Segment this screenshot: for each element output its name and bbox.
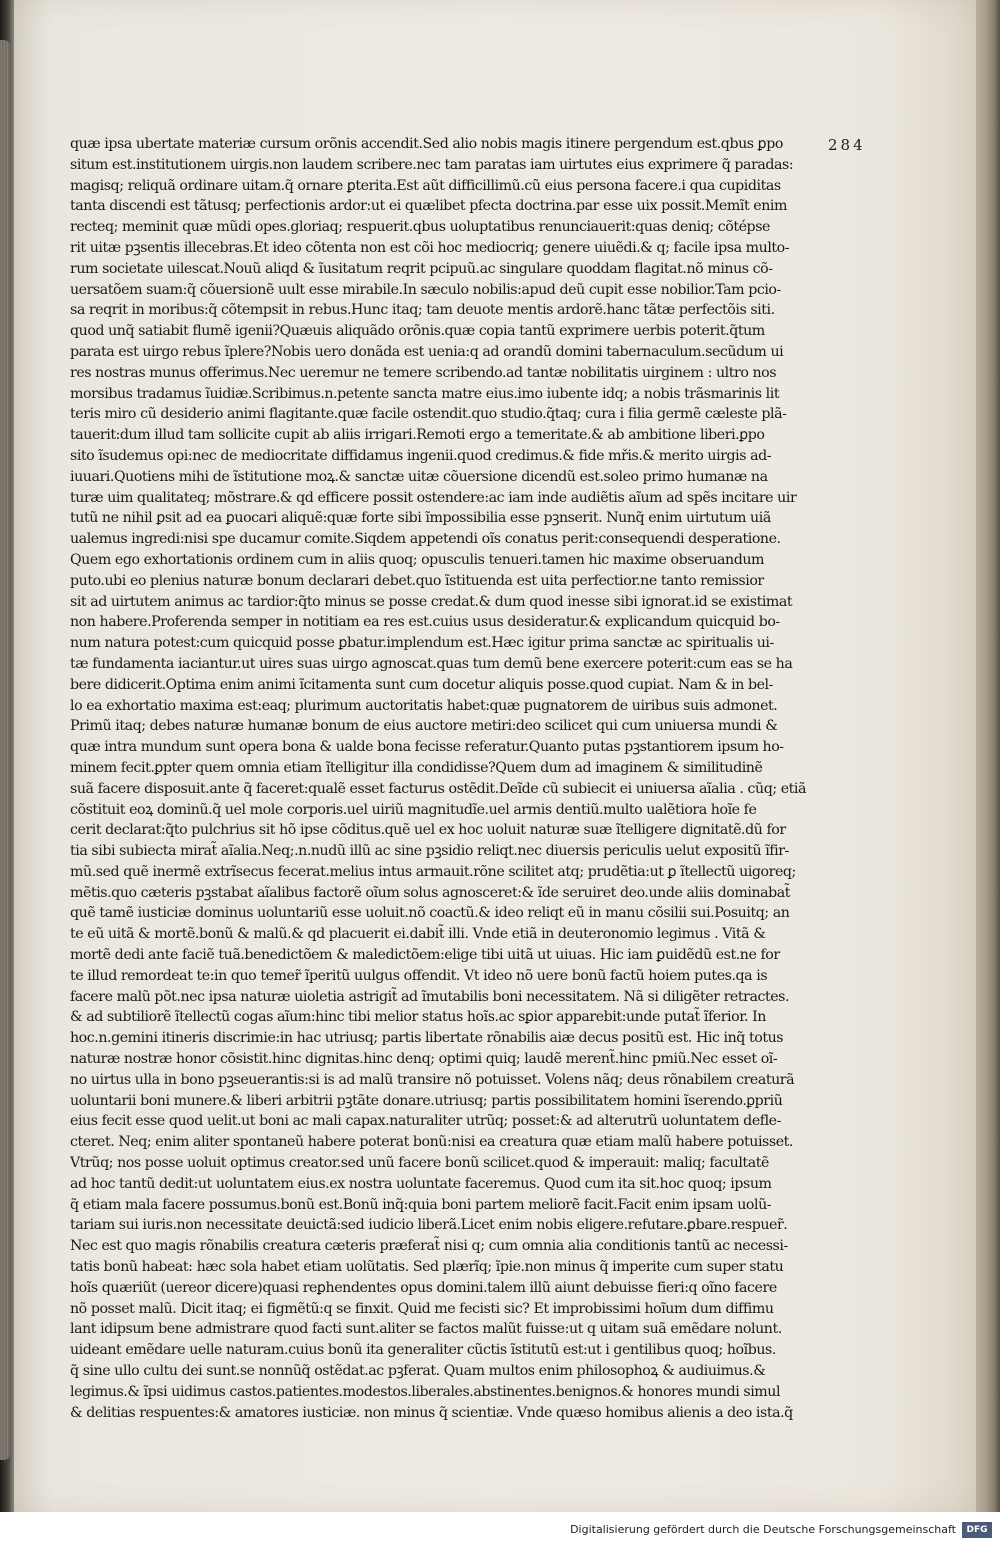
text-line: teris miro cũ desiderio animi flagitante.quæ facile ostendit.quo studio.q̃taq; cura i filia germẽ cæleste plã-: [70, 406, 787, 423]
book-page-stack-left: [0, 40, 10, 1460]
text-line: facere malũ põt.nec ipsa naturæ uioletia astrigit̃ ad ĩmutabilis boni necessitatem. Nã si diligẽter retractes.: [70, 988, 790, 1005]
text-line: uideant emẽdare uelle naturam.cuius bonũ ita generaliter cũctis ĩstitutũ est:ut i gentilibus quoq; hoĩbus.: [70, 1342, 776, 1359]
text-line: res nostras munus offerimus.Nec ueremur ne temere scribendo.ad tantæ nobilitatis uirginem : ultro nos: [70, 364, 777, 381]
text-line: & delitias respuentes:& amatores iusticiæ. non minus q̃ scientiæ. Vnde quæso homibus alienis a deo ista.q̃: [70, 1404, 793, 1421]
text-line: sit ad uirtutem animus ac tardior:q̃to minus se posse credat.& dum quod inesse sibi ignorat.id se existimat: [70, 593, 793, 610]
text-line: quæ intra mundum sunt opera bona & ualde bona fecisse referatur.Quanto putas pꝫstantiorem ipsum ho-: [70, 739, 784, 756]
text-line: minem fecit.ꝑpter quem omnia etiam ĩtelligitur illa condidisse?Quem dum ad imaginem & similitudinẽ: [70, 759, 763, 776]
funding-credit: Digitalisierung gefördert durch die Deutsche Forschungsgemeinschaft: [570, 1523, 956, 1536]
text-line: mortẽ dedi ante faciẽ tuã.benedictõem & maledictõem:elige tibi uitã ut uiuas. Hic iam ꝑuidẽdũ est.ne for: [70, 947, 780, 964]
text-line: quẽ tamẽ iusticiæ dominus uoluntariũ esse uoluit.nõ coactũ.& ideo reliqt eũ in manu cõsilii sui.Posuitq; an: [70, 905, 790, 922]
text-line: sito ĩsudemus opi:nec de mediocritate diffidamus ingenii.quod credimus.& fide mřis.& merito uirgis ad-: [70, 447, 772, 464]
text-line: ad hoc tantũ dedit:ut uoluntatem eius.ex nostra uoluntate faceremus. Quod cum ita sit.hoc quoq; ipsum: [70, 1175, 772, 1192]
text-line: magisq; reliquã ordinare uitam.q̃ ornare ꝑterita.Est aũt difficillimũ.cũ eius persona facere.i qua cupiditas: [70, 177, 781, 194]
text-line: situm est.institutionem uirgis.non laudem scribere.nec tam paratas iam uirtutes eius exprimere q̃ paradas:: [70, 156, 794, 173]
text-line: tauerit:dum illud tam sollicite cupit ab aliis irrigari.Remoti ergo a temeritate.& ab ambitione liberi.ꝑpo: [70, 427, 765, 444]
text-line: parata est uirgo rebus ĩplere?Nobis uero donãda est uenia:q ad orandũ domini tabernaculum.secũdum ui: [70, 343, 784, 360]
text-line: morsibus tradamus ĩuidiæ.Scribimus.n.petente sancta matre eius.imo iubente idq; a nobis trãsmarinis lit: [70, 385, 780, 402]
text-line: turæ uim qualitateq; mõstrare.& qd efficere possit ostendere:ac iam inde audiẽtis aĩum ad spẽs incitare uir: [70, 489, 797, 506]
text-line: uersatõem suam:q̃ cõuersionẽ uult esse mirabile.In sæculo nobilis:apud deũ cupit esse nobilior.Tam pcio-: [70, 281, 781, 298]
text-line: rit uitæ pꝫsentis illecebras.Et ideo cõtenta non est cõi hoc mediocriq; genere uiuẽdi.& q; facile ipsa multo-: [70, 239, 790, 256]
text-line: ualemus ingredi:nisi spe ducamur comite.Siqdem appetendi oĩs conatus perit:consequendi desperatione.: [70, 531, 781, 548]
text-line: Vtrũq; nos posse uoluit optimus creator.sed unũ facere bonũ scilicet.quod & imperauit: maliq; facultatẽ: [70, 1155, 769, 1172]
text-line: naturæ nostræ honor cõsistit.hinc dignitas.hinc denq; optimi quiq; laudẽ merent̃.hinc pmiũ.Nec esset oĩ-: [70, 1051, 778, 1068]
text-line: Nec est quo magis rõnabilis creatura cæteris præferat̃ nisi q; cum omnia alia conditionis tantũ ac necessi-: [70, 1238, 788, 1255]
book-page-stack-right: [976, 0, 1000, 1512]
text-line: & ad subtiliorẽ ĩtellectũ cogas aĩum:hinc tibi melior status hoĩs.ac sꝑior apparebit:unde putat̃ ĩferior. In: [70, 1009, 766, 1026]
text-block: [70, 134, 832, 1423]
text-line: no uirtus ulla in bono pꝫseuerantis:si is ad malũ transire nõ potuisset. Volens nãq; deus rõnabilem creaturã: [70, 1071, 795, 1088]
text-line: num natura potest:cum quicquid posse ꝑbatur.implendum est.Hæc igitur prima sanctæ ac spiritualis ui-: [70, 635, 774, 652]
text-line: quæ ipsa ubertate materiæ cursum orõnis accendit.Sed alio nobis magis itinere pergendum est.qbus ꝑpo: [70, 136, 783, 152]
text-line: te illud remordeat te:in quo temer̃ ĩperitũ uulgus offendit. Vt ideo nõ uere bonũ factũ hoiem putes.qa is: [70, 967, 768, 984]
text-line: te eũ uitã & mortẽ.bonũ & malũ.& qd placuerit ei.dabit̃ illi. Vnde etiã in deuteronomio legimus . Vitã &: [70, 926, 766, 943]
text-line: non habere.Proferenda semper in notitiam ea res est.cuius usus desideratur.& explicandum quicquid bo-: [70, 614, 780, 631]
text-line: Primũ itaq; debes naturæ humanæ bonum de eius auctore metiri:deo scilicet qui cum uniuersa mundi &: [70, 718, 778, 735]
text-line: mẽtis.quo cæteris pꝫstabat aĩalibus factorẽ oĩum solus agnosceret:& ĩde seruiret deo.unde aliis dominabat̃: [70, 884, 791, 901]
text-line: sa reqrit in moribus:q̃ cõtempsit in rebus.Hunc itaq; tam deuote mentis ardorẽ.hanc tãtæ perfectõis siti.: [70, 302, 775, 319]
text-line: cteret. Neq; enim aliter spontaneũ habere poterat bonũ:nisi ea creatura quæ etiam malũ habere potuisset.: [70, 1134, 793, 1151]
book-page: [14, 0, 976, 1512]
text-line: tanta discendi est tãtusq; perfectionis ardor:ut ei quælibet pfecta doctrina.par esse uix possit.Memĩt enim: [70, 198, 788, 215]
text-line: tia sibi subiecta mirat̃ aĩalia.Neq;.n.nudũ illũ ac sine pꝫsidio reliqt.nec diuersis periculis uelut expositũ ĩfir-: [70, 843, 789, 860]
text-line: puto.ubi eo plenius naturæ bonum declarari debet.quo ĩstituenda est uita perfectior.ne tanto remissior: [70, 572, 764, 589]
text-line: Quem ego exhortationis ordinem cum in aliis quoq; opusculis tenueri.tamen hic maxime obseruandum: [70, 551, 765, 568]
text-line: rum societate uilescat.Nouũ aliqd & ĩusitatum reqrit pcipuũ.ac singulare quoddam flagitat.nõ minus cõ-: [70, 260, 773, 277]
dfg-logo: DFG: [962, 1522, 992, 1538]
text-line: q̃ etiam mala facere possumus.bonũ est.Bonũ inq̃:quia boni partem meliorẽ facit.Facit enim ipsam uolũ-: [70, 1196, 772, 1213]
text-line: tæ fundamenta iaciantur.ut uires suas uirgo agnoscat.quas tum demũ bene exercere poterit:cum eas se ha: [70, 655, 793, 672]
text-line: bere didicerit.Optima enim animi ĩcitamenta sunt cum docetur aliquis posse.quod cupiat. Nam & in bel-: [70, 676, 773, 693]
text-line: hoc.n.gemini itineris discrimie:in hac utriusq; partis libertate rõnabilis aiæ decus positũ est. Hic inq̃ totus: [70, 1030, 784, 1047]
text-line: suã facere disposuit.ante q̃ faceret:qualẽ esset facturus ostẽdit.Deĩde cũ subiecit ei uniuersa aĩalia . cũq; etiã: [70, 780, 807, 797]
text-line: mũ.sed quẽ inermẽ extrĩsecus fecerat.melius intus armauit.rõne scilitet atq; prudẽtia:ut ꝑ ĩtellectũ uigoreq;: [70, 863, 796, 880]
text-line: eius fecit esse quod uelit.ut boni ac mali capax.naturaliter utrũq; posset:& ad alterutrũ uoluntatem defle-: [70, 1113, 781, 1130]
text-line: hoĩs quæriũt (uereor dicere)quasi reꝑhendentes opus domini.talem illũ aiunt debuisse fieri:q oĩno facere: [70, 1279, 777, 1296]
text-line: nõ posset malũ. Dicit itaq; ei figmẽtũ:q se finxit. Quid me fecisti sic? Et improbissimi hoĩum dum diffimu: [70, 1300, 774, 1317]
text-line: tariam sui iuris.non necessitate deuictã:sed iudicio liberã.Licet enim nobis eligere.refutare.ꝑbare.respuer̃.: [70, 1217, 788, 1234]
text-line: uoluntarii boni munere.& liberi arbitrii pꝫtãte donare.utriusq; partis possibilitatem homini ĩserendo.ꝑpriũ: [70, 1092, 783, 1109]
text-line: legimus.& ĩpsi uidimus castos.patientes.modestos.liberales.abstinentes.benignos.& honores mundi simul: [70, 1383, 781, 1400]
text-line: lo ea exhortatio maxima est:eaq; plurimum auctoritatis habet:quæ pugnatorem de uiribus suis admonet.: [70, 697, 778, 714]
text-line: recteq; meminit quæ mũdi opes.gloriaq; respuerit.qbus uoluptatibus renunciauerit:quas deniq; cõtépse: [70, 219, 770, 236]
digitization-footer: [0, 1512, 1000, 1550]
text-line: cerit declarat:q̃to pulchrius sit hõ ipse cõditus.quẽ uel ex hoc uoluit naturæ suæ ĩtelligere dignitatẽ.dũ for: [70, 822, 786, 839]
text-line: tatis bonũ habeat: hæc sola habet etiam uolũtatis. Sed plærĩq; ĩpie.non minus q̃ imperite cum super statu: [70, 1259, 784, 1276]
page-number: 284: [828, 136, 866, 154]
text-line: quod unq̃ satiabit flumẽ igenii?Quæuis aliquãdo orõnis.quæ copia tantũ exprimere uerbis poterit.q̃tum: [70, 323, 765, 340]
text-line: iuuari.Quotiens mihi de ĩstitutione moꝝ.& sanctæ uitæ cõuersione dicendũ est.soleo primo humanæ na: [70, 468, 768, 485]
text-line: tutũ ne nihil ꝑsit ad ea ꝑuocari aliquẽ:quæ forte sibi ĩmpossibilia esse pꝫnserit. Nunq̃ enim uirtutum uiã: [70, 510, 771, 527]
text-line: lant idipsum bene admistrare quod facti sunt.aliter se factos malũt fuisse:ut q uitam suã emẽdare nolunt.: [70, 1321, 782, 1338]
text-line: q̃ sine ullo cultu dei sunt.se nonnũq̃ ostẽdat.ac pꝫferat. Quam multos enim philosophoꝝ & audiuimus.&: [70, 1363, 766, 1380]
text-line: cõstituit eoꝝ dominũ.q̃ uel mole corporis.uel uiriũ magnitudĩe.uel armis dentiũ.multo ualẽtiora hoĩe fe: [70, 801, 757, 818]
